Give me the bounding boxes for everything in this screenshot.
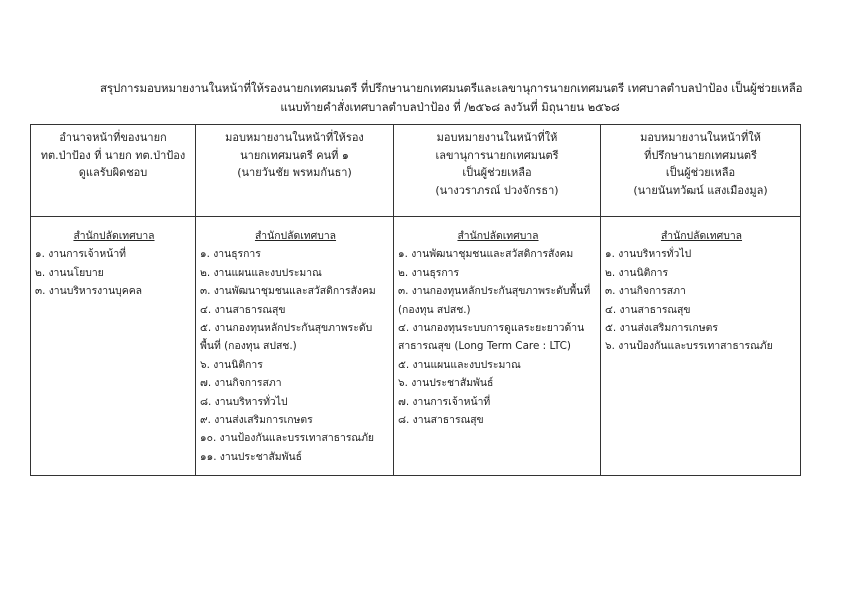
header-cell-advisor <box>601 125 801 217</box>
header-line: ทต.ป่าป้อง ที่ นายก ทต.ป่าป้อง <box>40 148 186 162</box>
body-cell-mayor-duties <box>31 217 196 476</box>
list-item: ๘. งานบริหารทั่วไป <box>200 395 288 408</box>
header-line: มอบหมายงานในหน้าที่ให้ <box>436 131 558 144</box>
list-item: ๑. งานบริหารทั่วไป <box>605 248 692 261</box>
list-item: ๖. งานป้องกันและบรรเทาสาธารณภัย <box>605 340 773 353</box>
list-item: ๒. งานธุรการ <box>398 266 460 279</box>
header-line: (นางวราภรณ์ ปวงจักรธา) <box>435 183 559 197</box>
header-line: เป็นผู้ช่วยเหลือ <box>665 166 736 179</box>
header-line: เลขานุการนายกเทศมนตรี <box>435 148 559 162</box>
list-item: ๒. งานแผนและงบประมาณ <box>200 266 322 279</box>
list-item: ๖. งานประชาสัมพันธ์ <box>398 377 494 390</box>
list-item: ๑๑. งานประชาสัมพันธ์ <box>200 450 302 463</box>
section-heading: สำนักปลัดเทศบาล <box>660 230 743 242</box>
list-item: ๑๐. งานป้องกันและบรรเทาสาธารณภัย <box>200 432 375 445</box>
list-item: ๕. งานส่งเสริมการเกษตร <box>605 322 718 335</box>
section-heading: สำนักปลัดเทศบาล <box>254 230 337 242</box>
list-item: ๑. งานธุรการ <box>200 248 261 261</box>
list-item: ๓. งานกิจการสภา <box>605 285 686 298</box>
list-item: ๑. งานการเจ้าหน้าที่ <box>35 248 127 261</box>
body-cell-secretary <box>394 217 601 476</box>
list-item: ๖. งานนิติการ <box>200 358 263 371</box>
header-line: มอบหมายงานในหน้าที่ให้ <box>640 131 761 144</box>
header-line: นายกเทศมนตรี คนที่ ๑ <box>240 148 349 162</box>
list-item: ๓. งานกองทุนหลักประกันสุขภาพระดับพื้นที่ <box>398 285 591 298</box>
body-row <box>31 217 801 476</box>
list-item: ๔. งานสาธารณสุข <box>605 303 691 316</box>
header-line: อำนาจหน้าที่ของนายก <box>59 131 167 144</box>
header-line: (นายวันชัย พรหมกันธา) <box>237 166 352 179</box>
section-heading: สำนักปลัดเทศบาล <box>73 230 155 242</box>
list-item: ๕. งานกองทุนหลักประกันสุขภาพระดับ <box>200 322 373 335</box>
header-cell-mayor-duties <box>31 125 196 217</box>
section-heading: สำนักปลัดเทศบาล <box>457 230 539 242</box>
body-cell-advisor <box>601 217 801 476</box>
list-item: ๗. งานการเจ้าหน้าที่ <box>398 395 491 408</box>
header-row <box>31 125 801 217</box>
document-title: สรุปการมอบหมายงานในหน้าที่ให้รองนายกเทศมนตรี ที่ปรึกษานายกเทศมนตรีและเลขานุการนายกเทศมนตรี เทศบาลตำบลป่าป้อง เป็นผู้ช่วยเหลือ <box>100 81 803 95</box>
header-line: ที่ปรึกษานายกเทศมนตรี <box>644 148 757 162</box>
header-line: ดูแลรับผิดชอบ <box>78 166 148 179</box>
header-cell-deputy-mayor <box>196 125 394 217</box>
header-line: เป็นผู้ช่วยเหลือ <box>462 166 532 179</box>
list-item: ๙. งานส่งเสริมการเกษตร <box>200 414 313 427</box>
header-cell-secretary <box>394 125 601 217</box>
list-item: ๓. งานพัฒนาชุมชนและสวัสดิการสังคม <box>200 285 376 298</box>
list-item: ๒. งานนโยบาย <box>35 266 104 279</box>
header-line: มอบหมายงานในหน้าที่ให้รอง <box>225 131 364 144</box>
list-item: ๒. งานนิติการ <box>605 266 669 279</box>
list-item: ๑. งานพัฒนาชุมชนและสวัสดิการสังคม <box>398 248 574 261</box>
list-item: ๓. งานบริหารงานบุคคล <box>35 285 143 298</box>
assignment-table <box>30 124 801 476</box>
body-cell-deputy-mayor <box>196 217 394 476</box>
list-item: พื้นที่ (กองทุน สปสช.) <box>200 340 297 353</box>
list-item: (กองทุน สปสช.) <box>398 303 471 316</box>
list-item: สาธารณสุข (Long Term Care : LTC) <box>398 340 571 353</box>
list-item: ๘. งานสาธารณสุข <box>398 414 484 427</box>
list-item: ๕. งานแผนและงบประมาณ <box>398 358 521 371</box>
list-item: ๔. งานสาธารณสุข <box>200 303 286 316</box>
document-subtitle: แนบท้ายคำสั่งเทศบาลตำบลป่าป้อง ที่ /๒๕๖๘ ลงวันที่ มิถุนายน ๒๕๖๘ <box>280 100 620 114</box>
list-item: ๔. งานกองทุนระบบการดูแลระยะยาวด้าน <box>398 322 585 335</box>
header-line: (นายนันทวัฒน์ แสงเมืองมูล) <box>633 183 768 197</box>
list-item: ๗. งานกิจการสภา <box>200 377 282 390</box>
